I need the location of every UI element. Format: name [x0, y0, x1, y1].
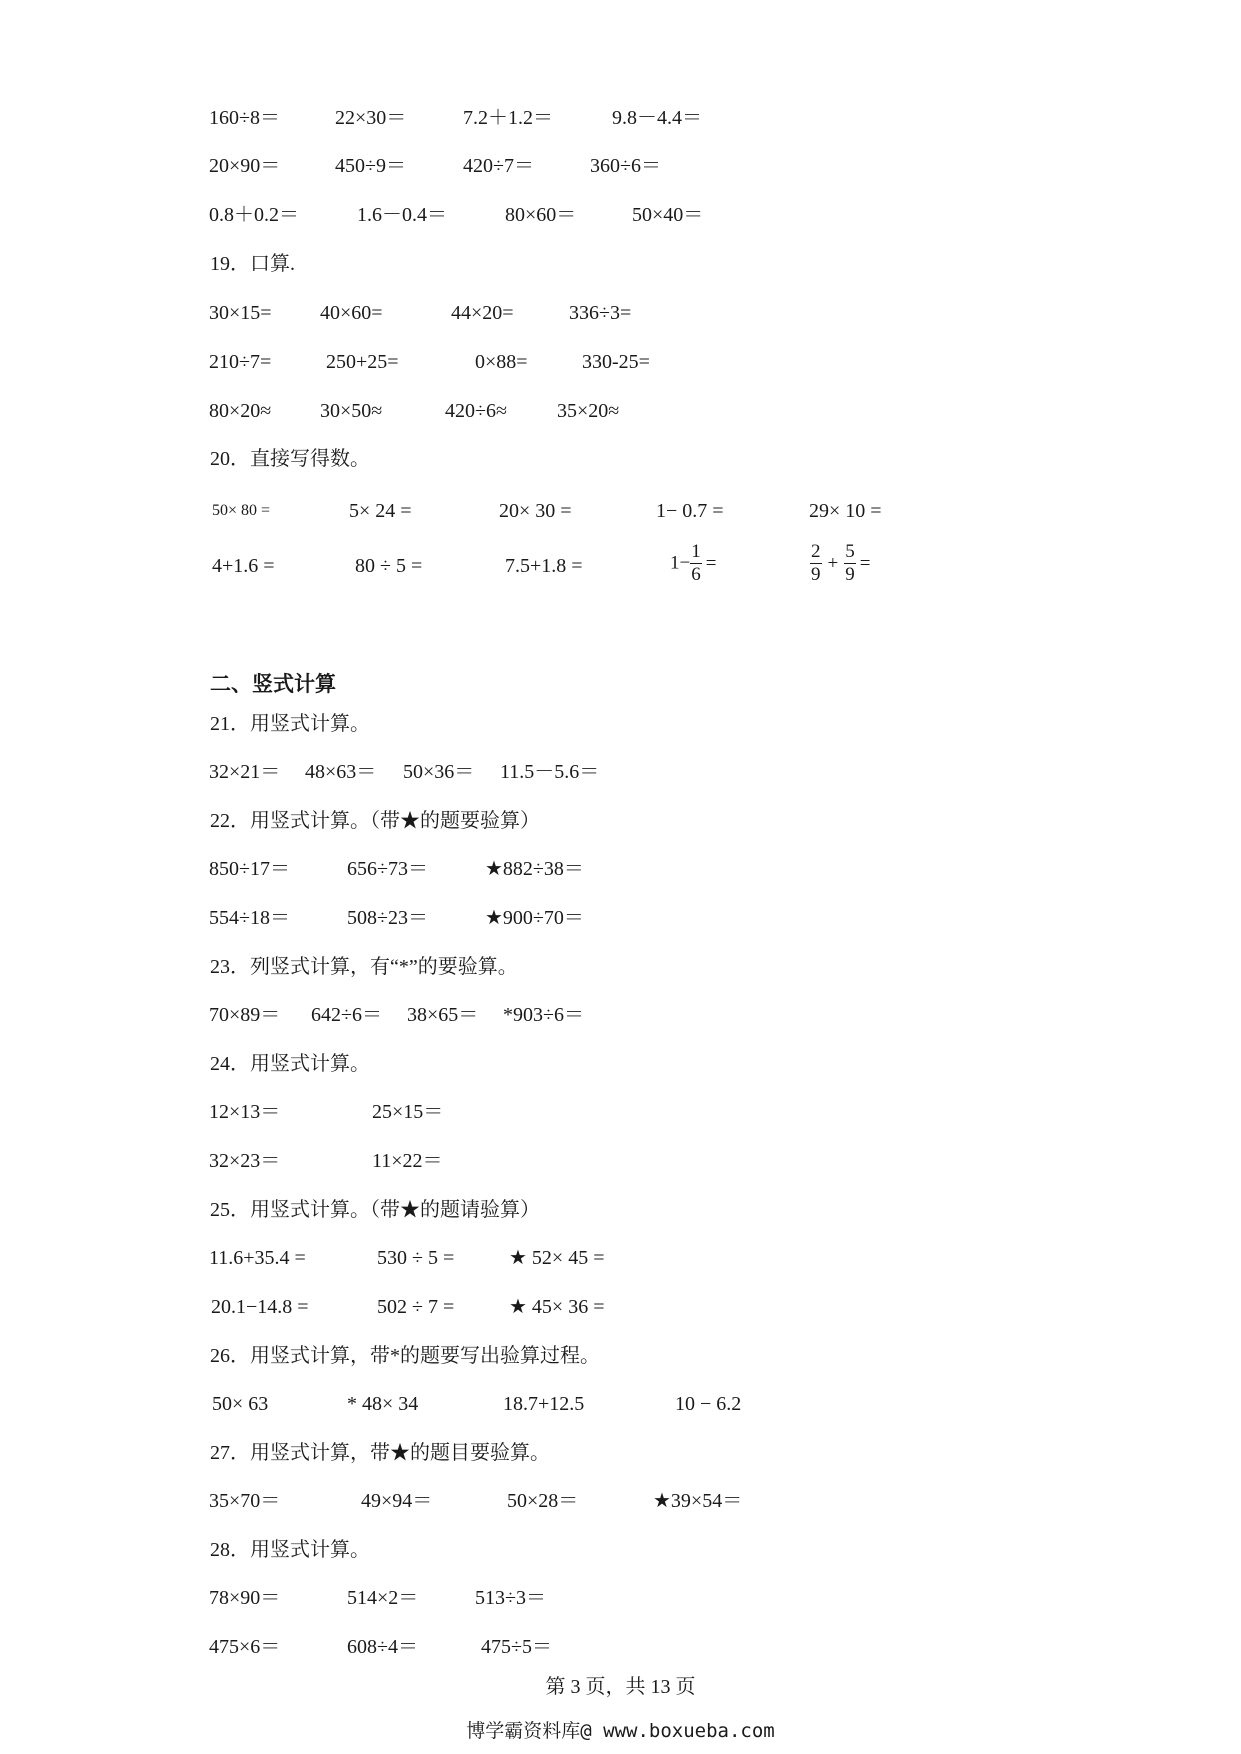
calc-item: 160÷8＝ [209, 107, 280, 129]
calc-item: 50× 80 = [212, 502, 271, 519]
calc-item: 18.7+12.5 [503, 1393, 585, 1415]
calc-item: ★ 45× 36 = [509, 1296, 605, 1318]
calc-row [0, 197, 1241, 233]
calc-item: 1− 0.7 = [656, 500, 724, 522]
calc-row [0, 548, 1241, 598]
calc-item: *903÷6＝ [503, 1004, 584, 1026]
calc-item: 850÷17＝ [209, 858, 290, 880]
calc-row [0, 754, 1241, 790]
calc-item: 475÷5＝ [481, 1636, 552, 1658]
calc-item: 38×65＝ [407, 1004, 479, 1026]
equals-sign: = [705, 552, 717, 574]
calc-item: 11.6+35.4 = [209, 1247, 306, 1269]
calc-item: 5× 24 = [349, 500, 412, 522]
calc-item: 514×2＝ [347, 1587, 419, 1609]
calc-item: 49×94＝ [361, 1490, 433, 1512]
calc-item: 9.8－4.4＝ [612, 107, 702, 129]
calc-item: 78×90＝ [209, 1587, 281, 1609]
question-20-title: 20．直接写得数。 [210, 448, 370, 470]
source-watermark: 博学霸资料库@ www.boxueba.com [466, 1720, 775, 1742]
calc-row [0, 1629, 1241, 1665]
calc-item: 210÷7= [209, 351, 272, 373]
fraction-denominator: 6 [691, 564, 701, 585]
calc-item: 50×36＝ [403, 761, 475, 783]
calc-row [0, 1094, 1241, 1130]
calc-item: ★39×54＝ [653, 1490, 743, 1512]
fraction-item [810, 541, 870, 591]
calc-item: 656÷73＝ [347, 858, 428, 880]
calc-item: 10 − 6.2 [675, 1393, 742, 1415]
calc-item: 35×70＝ [209, 1490, 281, 1512]
calc-row [0, 493, 1241, 529]
calc-item: 20× 30 = [499, 500, 572, 522]
page-number: 第 3 页，共 13 页 [545, 1676, 696, 1698]
question-23-title: 23．列竖式计算，有“*”的要验算。 [210, 956, 518, 978]
calc-item: 450÷9＝ [335, 155, 406, 177]
calc-item: 360÷6＝ [590, 155, 661, 177]
fraction-denominator: 9 [811, 564, 821, 585]
calc-item: 502 ÷ 7 = [377, 1296, 455, 1318]
calc-item: 7.5+1.8 = [505, 555, 583, 577]
calc-row [0, 148, 1241, 184]
calc-item: 4+1.6 = [212, 555, 275, 577]
calc-item: 12×13＝ [209, 1101, 281, 1123]
calc-item: 11×22＝ [372, 1150, 443, 1172]
question-24-title: 24．用竖式计算。 [210, 1053, 370, 1075]
fraction [844, 541, 856, 586]
question-27-title: 27．用竖式计算，带★的题目要验算。 [210, 1442, 550, 1464]
fraction-denominator: 9 [845, 564, 855, 585]
calc-item: 508÷23＝ [347, 907, 428, 929]
calc-row [0, 1289, 1241, 1325]
calc-item: 80×20≈ [209, 400, 272, 422]
calc-item: 250+25= [326, 351, 399, 373]
calc-row [0, 1143, 1241, 1179]
calc-item: 475×6＝ [209, 1636, 281, 1658]
calc-item: 513÷3＝ [475, 1587, 546, 1609]
calc-item: 80×60＝ [505, 204, 577, 226]
question-22-title: 22．用竖式计算。（带★的题要验算） [210, 810, 540, 832]
calc-item: 29× 10 = [809, 500, 882, 522]
section-heading: 二、竖式计算 [210, 672, 336, 696]
question-25-title: 25．用竖式计算。（带★的题请验算） [210, 1199, 540, 1221]
fraction [690, 541, 702, 586]
calc-item: 70×89＝ [209, 1004, 281, 1026]
equals-sign: = [859, 552, 871, 574]
calc-item: 44×20= [451, 302, 514, 324]
calc-item: 420÷7＝ [463, 155, 534, 177]
calc-item: 1.6－0.4＝ [357, 204, 447, 226]
calc-item: 80 ÷ 5 = [355, 555, 423, 577]
calc-row [0, 900, 1241, 936]
calc-item: 20×90＝ [209, 155, 281, 177]
fraction-numerator: 2 [811, 541, 821, 562]
calc-item: 554÷18＝ [209, 907, 290, 929]
calc-item: ★ 52× 45 = [509, 1247, 605, 1269]
calc-item: 20.1−14.8 = [211, 1296, 309, 1318]
calc-item: 35×20≈ [557, 400, 620, 422]
calc-item: 30×50≈ [320, 400, 383, 422]
calc-row [0, 295, 1241, 331]
calc-row [0, 997, 1241, 1033]
fraction [810, 541, 822, 586]
calc-item: 22×30＝ [335, 107, 407, 129]
fraction-numerator: 1 [691, 541, 701, 562]
calc-item: 642÷6＝ [311, 1004, 382, 1026]
calc-item: 11.5－5.6＝ [500, 761, 600, 783]
calc-item: 30×15= [209, 302, 272, 324]
calc-item: 50×28＝ [507, 1490, 579, 1512]
question-28-title: 28．用竖式计算。 [210, 1539, 370, 1561]
calc-item: 7.2＋1.2＝ [463, 107, 553, 129]
calc-row [0, 100, 1241, 136]
calc-item: 336÷3= [569, 302, 632, 324]
calc-item: ★882÷38＝ [485, 858, 584, 880]
calc-item: 25×15＝ [372, 1101, 444, 1123]
calc-row [0, 393, 1241, 429]
calc-item: ★900÷70＝ [485, 907, 584, 929]
plus-sign: + [827, 552, 839, 574]
calc-item: 32×23＝ [209, 1150, 281, 1172]
calc-item: 0×88= [475, 351, 528, 373]
calc-item: 420÷6≈ [445, 400, 507, 422]
question-21-title: 21．用竖式计算。 [210, 713, 370, 735]
calc-item: 0.8＋0.2＝ [209, 204, 299, 226]
calc-item: 50× 63 [212, 1393, 269, 1415]
calc-item: 608÷4＝ [347, 1636, 418, 1658]
calc-item: * 48× 34 [347, 1393, 419, 1415]
calc-item: 330-25= [582, 351, 650, 373]
calc-item: 48×63＝ [305, 761, 377, 783]
fraction-numerator: 5 [845, 541, 855, 562]
calc-item: 50×40＝ [632, 204, 704, 226]
calc-item: 32×21＝ [209, 761, 281, 783]
question-19-title: 19．口算. [210, 253, 295, 275]
fraction-item [670, 541, 716, 591]
calc-item: 530 ÷ 5 = [377, 1247, 455, 1269]
question-26-title: 26．用竖式计算，带*的题要写出验算过程。 [210, 1345, 600, 1367]
calc-row [0, 851, 1241, 887]
calc-row [0, 1483, 1241, 1519]
calc-row [0, 344, 1241, 380]
calc-row [0, 1386, 1241, 1422]
calc-item: 40×60= [320, 302, 383, 324]
fraction-prefix: 1− [670, 552, 691, 574]
calc-row [0, 1240, 1241, 1276]
calc-row [0, 1580, 1241, 1616]
